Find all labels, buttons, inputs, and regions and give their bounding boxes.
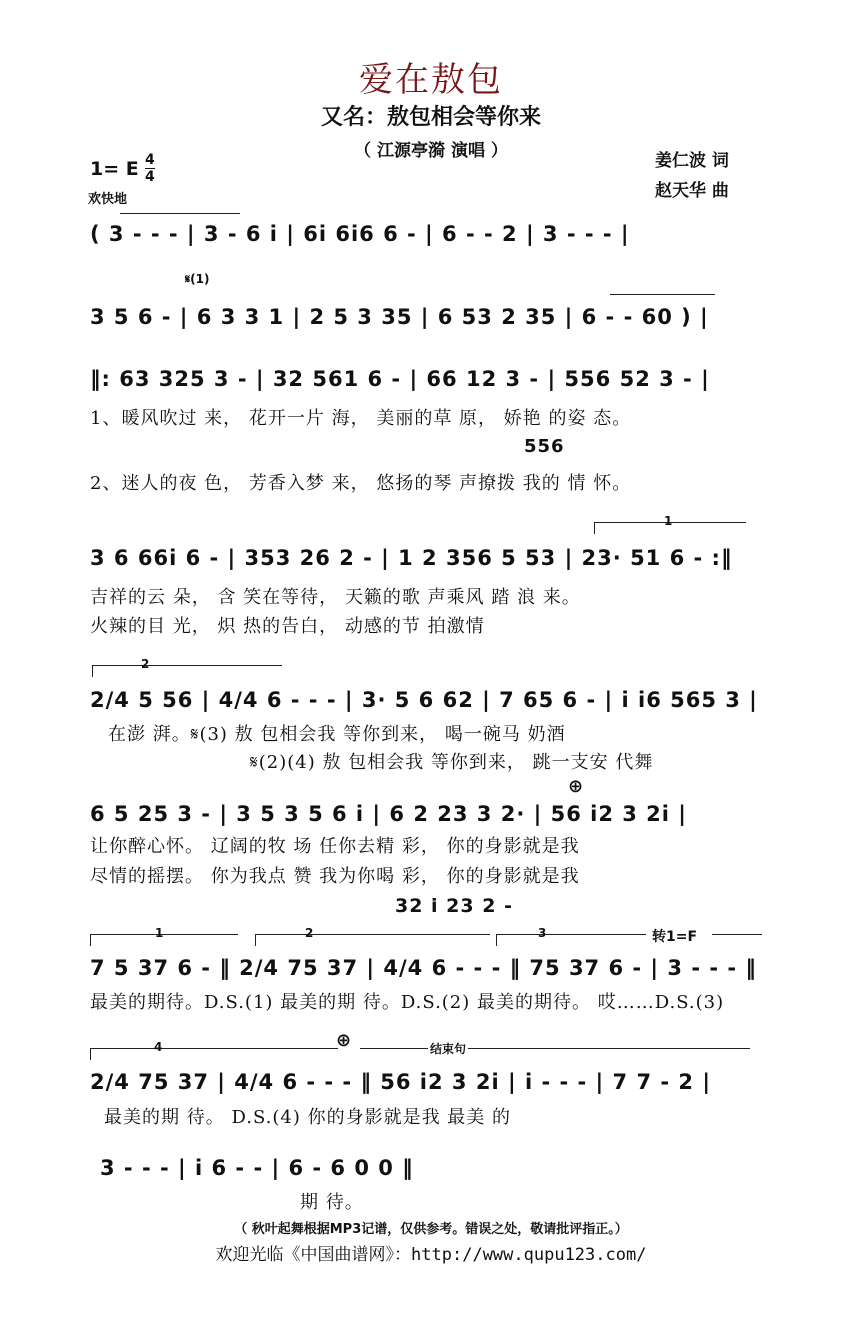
composer-credit: 赵天华 曲 [655,181,729,201]
volta-number: 2 [305,926,314,940]
notation-row-8: 2/4 75 37 | 4/4 6 - - - ‖ 56 i2 3 2i | i - - - | 7 7 - 2 | [90,1070,711,1094]
lyricist-credit: 姜仁波 词 [655,151,729,171]
volta-bracket-end [90,1048,91,1060]
notation-row-1: ( 3 - - - | 3 - 6 i | 6i 6i6 6 - | 6 - - 2 | 3 - - - | [90,222,630,246]
volta-number: 1 [664,514,673,528]
volta-bracket-end [90,934,91,946]
volta-bracket-end [496,934,497,946]
ending-bracket [360,1048,750,1049]
singer-credit: （ 江源亭漪 演唱 ） [354,141,508,161]
time-sig-top: 4 [145,152,155,168]
volta-bracket [712,934,762,935]
tie-line [610,294,715,295]
volta-number: 2 [141,657,150,671]
volta-bracket [92,665,282,666]
coda-mark: ⊕ [336,1030,352,1051]
time-signature [145,152,155,185]
lyrics-row-4-verse-2: 火辣的目 光， 炽 热的告白， 动感的节 拍激情 [90,616,485,637]
notation-row-7: 7 5 37 6 - ‖ 2/4 75 37 | 4/4 6 - - - ‖ 75 37 6 - | 3 - - - ‖ [90,956,757,980]
volta-number: 1 [155,926,164,940]
lyrics-row-3-verse-2: 2、迷人的夜 色， 芳香入梦 来， 悠扬的琴 声撩拨 我的 情 怀。 [90,473,632,494]
lyrics-row-4-verse-1: 吉祥的云 朵， 含 笑在等待， 天籁的歌 声乘风 踏 浪 来。 [90,587,581,608]
lyrics-row-5-verse-1: 在澎 湃。𝄋(3) 敖 包相会我 等你到来， 喝一碗马 奶酒 [108,724,566,745]
volta-bracket [255,934,490,935]
volta-bracket [496,934,646,935]
alternate-notes: 32 i 23 2 - [395,895,513,917]
modulation-mark: 转1=F [652,929,698,945]
volta-bracket-end [594,522,595,534]
lyrics-row-9: 期 待。 [300,1192,364,1213]
key-signature: 1= E [90,158,139,180]
song-title: 爱在敖包 [359,60,503,100]
notation-row-2: 3 5 6 - | 6 3 3 1 | 2 5 3 35 | 6 53 2 35 | 6 - - 60 ) | [90,305,709,329]
song-subtitle: 又名：敖包相会等你来 [320,105,541,130]
volta-bracket [90,934,238,935]
lyrics-row-6-verse-1: 让你醉心怀。 辽阔的牧 场 任你去精 彩， 你的身影就是我 [90,836,580,857]
lyrics-row-8: 最美的期 待。 D.S.(4) 你的身影就是我 最美 的 [104,1107,512,1128]
lyrics-row-3-verse-1: 1、暖风吹过 来， 花开一片 海， 美丽的草 原， 娇艳 的姿 态。 [90,408,632,429]
footnote: （ 秋叶起舞根据MP3记谱，仅供参考。错误之处，敬请批评指正。） [234,1222,628,1237]
notation-row-5: 2/4 5 56 | 4/4 6 - - - | 3· 5 6 62 | 7 65 6 - | i i6 565 3 | [90,688,758,712]
alternate-notes: 556 [524,436,565,457]
lyrics-row-5-verse-2: 𝄋(2)(4) 敖 包相会我 等你到来， 跳一支安 代舞 [250,752,654,773]
website-credit: 欢迎光临《中国曲谱网》：http://www.qupu123.com/ [215,1245,647,1265]
volta-number: 4 [154,1040,163,1054]
time-sig-bottom: 4 [145,169,155,185]
ending-label: 结束句 [430,1042,467,1056]
tempo-marking: 欢快地 [88,192,128,207]
volta-bracket [90,1048,338,1049]
notation-row-4: 3 6 66i 6 - | 353 26 2 - | 1 2 356 5 53 | 23· 51 6 - :‖ [90,546,733,570]
volta-number: 3 [538,926,547,940]
notation-row-9: 3 - - - | i 6 - - | 6 - 6 0 0 ‖ [100,1156,414,1180]
volta-bracket-end [92,665,93,677]
notation-row-3: ‖: 63 325 3 - | 32 561 6 - | 66 12 3 - | 556 52 3 - | [90,367,710,391]
volta-bracket-end [255,934,256,946]
lyrics-row-7: 最美的期待。D.S.(1) 最美的期 待。D.S.(2) 最美的期待。 哎……D.S.(3) [90,992,725,1013]
segno-mark: 𝄋(1) [185,272,210,286]
notation-row-6: 6 5 25 3 - | 3 5 3 5 6 i | 6 2 23 3 2· | 56 i2 3 2i | [90,802,687,826]
coda-mark: ⊕ [568,776,584,797]
lyrics-row-6-verse-2: 尽情的摇摆。 你为我点 赞 我为你喝 彩， 你的身影就是我 [90,866,580,887]
tie-line [120,213,240,214]
